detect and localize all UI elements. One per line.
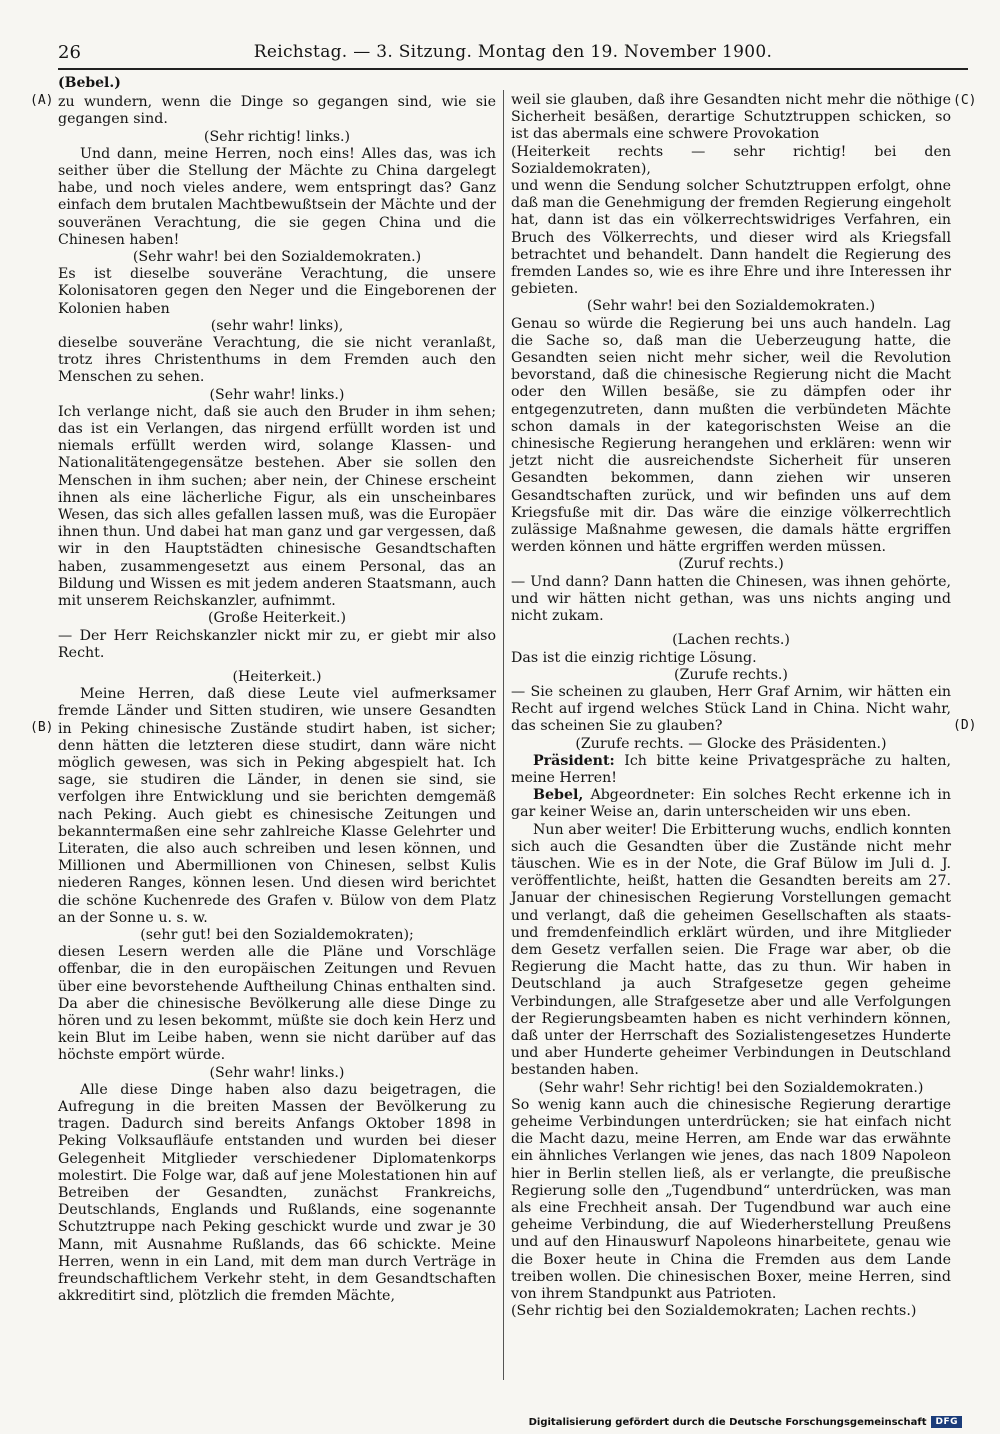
speaker-name: Präsident: xyxy=(533,752,615,769)
interjection: (Zuruf rechts.) xyxy=(678,556,784,573)
page-number: 26 xyxy=(58,42,81,63)
interjection: (Zurufe rechts.) xyxy=(674,666,788,683)
interjection: (Lachen rechts.) xyxy=(672,632,790,649)
margin-marker-d: (D) xyxy=(953,718,977,733)
running-head: Reichstag. — 3. Sitzung. Montag den 19. November 1900. xyxy=(253,42,773,62)
paragraph: diesen Lesern werden alle die Pläne und Vorschläge offenbar, die in den europäischen Zeitungen und Revuen über eine bevorstehende Auftheilung Chinas enthalten sind. Da aber die chinesische Bevölkerung alle diese Dinge zu hören und zu lesen bekommt, müßte sie doch kein Herz und kein Blut im Leibe haben, wenn sie nicht darüber auf das höchste empört würde. xyxy=(58,944,496,1064)
paragraph: — Der Herr Reichskanzler nickt mir zu, er giebt mir also Recht. xyxy=(58,627,496,661)
interjection: (Sehr wahr! links.) xyxy=(209,386,345,403)
interjection: (Sehr richtig! links.) xyxy=(203,128,351,145)
margin-marker-c: (C) xyxy=(953,93,977,108)
paragraph: zu wundern, wenn die Dinge so gegangen sind, wie sie gegangen sind. xyxy=(58,94,496,128)
right-column xyxy=(511,92,951,1320)
paragraph: Nun aber weiter! Die Erbitterung wuchs, endlich konnten sich auch die Gesandten über die Zustände nicht mehr täuschen. Wie es in der Note, die Graf Bülow im Juli d. J. veröffentlichte, heißt, hatten die Gesandten bereits am 27. Januar der chinesischen Regierung Vorstellungen gemacht und verlangt, daß die geheimen Gesellschaften als staats- und fremdenfeindlich erklärt würden, und ihre Mitglieder dem Gesetz verfallen seien. Die Frage war aber, ob die Regierung die Macht hatte, das zu thun. Wir haben in Deutschland ja auch Strafgesetze gegen geheime Verbindungen, alle Strafgesetze aber und alle Verfolgungen der Regierungsbeamten haben es nicht verhindern können, daß unter der Herrschaft des Sozialistengesetzes Hunderte und aber Hunderte geheimer Verbindungen in Deutschland bestanden haben. xyxy=(511,821,951,1079)
paragraph: Das ist die einzig richtige Lösung. xyxy=(511,649,757,666)
paragraph: — Sie scheinen zu glauben, Herr Graf Arnim, wir hätten ein Recht auf irgend welches Stück Land in China. Nicht wahr, das scheinen Sie zu glauben? xyxy=(511,683,951,735)
paragraph: So wenig kann auch die chinesische Regierung derartige geheime Verbindungen unterdrücken; sie hat einfach nicht die Macht dazu, meine Herren, am Ende war das erwähnte ein ähnliches Verlangen wie jenes, das nach 1809 Napoleon hier in Berlin stellen ließ, als er verlangte, die preußische Regierung solle den „Tugendbund“ unterdrücken, was man als eine Frechheit ansah. Der Tugendbund war auch eine geheime Verbindung, die auf Wiederherstellung Preußens und auf den Hinauswurf Napoleons hinarbeitete, genau wie die Boxer heute in China die Fremden aus dem Lande treiben wollen. Die chinesischen Boxer, meine Herren, sind von ihrem Standpunkt aus Patrioten. xyxy=(511,1096,951,1303)
interjection: (Große Heiterkeit.) xyxy=(207,610,347,627)
paragraph: Ich verlange nicht, daß sie auch den Bruder in ihm sehen; das ist ein Verlangen, das nirgend erfüllt worden ist und niemals erfüllt werden wird, solange Klassen- und Nationalitätengegensätze bestehen. Aber sie sollen den Menschen in ihm suchen; aber nein, der Chinese erscheint ihnen als eine lächerliche Figur, als ein unscheinbares Wesen, das sich alles gefallen lassen muß, was die Europäer ihnen thun. Und dabei hat man ganz und gar vergessen, daß wir in den Hauptstädten chinesische Gesandtschaften haben, zusammengesetzt aus einem Personal, das an Bildung und Wissen es mit jedem anderen Staatsmann, auch mit unserem Reichskanzler, aufnimmt. xyxy=(58,403,496,610)
column-divider xyxy=(503,90,504,1380)
paragraph: Genau so würde die Regierung bei uns auch handeln. Lag die Sache so, daß man die Ueberzeugung hatte, die Gesandten seien nicht mehr sicher, weil die Revolution bevorstand, daß die chinesische Regierung nicht die Macht oder den Willen besäße, sie zu dämpfen oder ihr entgegenzutreten, dann mußten die verbündeten Mächte schon damals in der kategorischsten Weise an die chinesische Regierung herangehen und erklären: wenn wir jetzt nicht die ausreichendste Sicherheit für unseren Gesandten bekommen, dann ziehen wir unseren Gesandtschaften zurück, und wir befinden uns auf dem Kriegsfuße mit dir. Das wäre die einzige völkerrechtlich zulässige Maßnahme gewesen, die damals hätte ergriffen werden können und hätte ergriffen werden müssen. xyxy=(511,315,951,556)
paragraph: Und dann, meine Herren, noch eins! Alles das, was ich seither über die Stellung der Mächte zu China dargelegt habe, und noch vieles andere, wem entspringt das? Ganz einfach dem brutalen Machtbewußtsein der Mächte und der souveränen Verachtung, die sie gegen China und die Chinesen haben! xyxy=(58,145,496,248)
paragraph: (Sehr richtig bei den Sozialdemokraten; Lachen rechts.) xyxy=(511,1303,917,1320)
paragraph: weil sie glauben, daß ihre Gesandten nicht mehr die nöthige Sicherheit besäßen, derartige Schutztruppen schicken, so ist das abermals eine schwere Provokation xyxy=(511,92,951,143)
interjection: (Sehr wahr! links.) xyxy=(209,1064,345,1081)
interjection: (Sehr wahr! bei den Sozialdemokraten.) xyxy=(586,298,876,315)
paragraph: und wenn die Sendung solcher Schutztruppen erfolgt, ohne daß man die Genehmigung der fremden Regierung eingeholt hat, dann ist das ein völkerrechtswidriges Verfahren, ein Bruch des Völkerrechts, und dieser wird als Kriegsfall betrachtet und behandelt. Dann handelt die Regierung des fremden Landes so, wie es ihre Ehre und ihre Interessen ihr gebieten. xyxy=(511,178,951,298)
footer-text: Digitalisierung gefördert durch die Deutsche Forschungsgemeinschaft xyxy=(528,1416,927,1428)
interjection: (Sehr wahr! Sehr richtig! bei den Sozialdemokraten.) xyxy=(538,1079,924,1096)
footer-credit xyxy=(529,1416,962,1428)
interjection: (sehr wahr! links), xyxy=(210,317,344,334)
paragraph: (Heiterkeit rechts — sehr richtig! bei den Sozialdemokraten), xyxy=(511,143,951,177)
speaker-name: Bebel, xyxy=(533,787,584,804)
paragraph: Meine Herren, daß diese Leute viel aufmerksamer fremde Länder und Sitten studiren, wie unsere Gesandten in Peking chinesische Zustände studirt haben, ist sicher; denn hätten die letzteren diese studirt, dann wäre nicht möglich gewesen, was sich in Peking abgespielt hat. Ich sage, sie studiren die Länder, in denen sie sind, sie verfolgen ihre Entwicklung und sie berichten demgemäß nach Peking. Auch giebt es chinesische Zeitungen und bekanntermaßen eine sehr zahlreiche Klasse Gelehrter und Literaten, die also auch schreiben und lesen können, und Millionen und Abermillionen von Chinesen, selbst Kulis niederen Ranges, können lesen. Und diesen wird berichtet die schöne Kuchenrede des Grafen v. Bülow von dem Platz an der Sonne u. s. w. xyxy=(58,686,496,926)
page-header xyxy=(58,38,968,70)
paragraph: dieselbe souveräne Verachtung, die sie nicht veranlaßt, trotz ihres Christenthums in dem Fremden auch den Menschen zu sehen. xyxy=(58,335,496,386)
dfg-logo-icon: DFG xyxy=(931,1416,962,1428)
margin-marker-a: (A) xyxy=(30,93,54,108)
paragraph: — Und dann? Dann hatten die Chinesen, was ihnen gehörte, und wir hätten nicht gethan, was uns nichts anging und nicht zukam. xyxy=(511,573,951,625)
paragraph: Präsident: Ich bitte keine Privatgespräche zu halten, meine Herren! xyxy=(511,752,951,786)
interjection: (sehr gut! bei den Sozialdemokraten); xyxy=(140,926,414,943)
interjection: (Zurufe rechts. — Glocke des Präsidenten.) xyxy=(575,735,887,752)
interjection: (Sehr wahr! bei den Sozialdemokraten.) xyxy=(132,249,422,266)
speaker-label: (Bebel.) xyxy=(58,75,121,91)
interjection: (Heiterkeit.) xyxy=(232,668,322,685)
paragraph: Es ist dieselbe souveräne Verachtung, die unsere Kolonisatoren gegen den Neger und die Eingeborenen der Kolonien haben xyxy=(58,266,496,317)
margin-marker-b: (B) xyxy=(30,720,54,735)
paragraph: Bebel, Abgeordneter: Ein solches Recht erkenne ich in gar keiner Weise an, darin unterscheiden wir uns eben. xyxy=(511,787,951,821)
paragraph: Alle diese Dinge haben also dazu beigetragen, die Aufregung in die breiten Massen der Bevölkerung zu tragen. Dadurch sind bereits Anfangs Oktober 1898 in Peking Volksaufläufe entstanden und wurden bei dieser Gelegenheit Mitglieder verschiedener Diplomatenkorps molestirt. Die Folge war, daß auf jene Molestationen hin auf Betreiben der Gesandten, zunächst Frankreichs, Deutschlands, Englands und Rußlands, eine sogenannte Schutztruppe nach Peking geschickt wurde und zwar je 30 Mann, mit Ausnahme Rußlands, das 66 schickte. Meine Herren, wenn in ein Land, mit dem man durch Verträge in freundschaftlichem Verkehr steht, in dem Gesandtschaften akkreditirt sind, plötzlich die fremden Mächte, xyxy=(58,1081,496,1305)
left-column xyxy=(58,75,496,1305)
